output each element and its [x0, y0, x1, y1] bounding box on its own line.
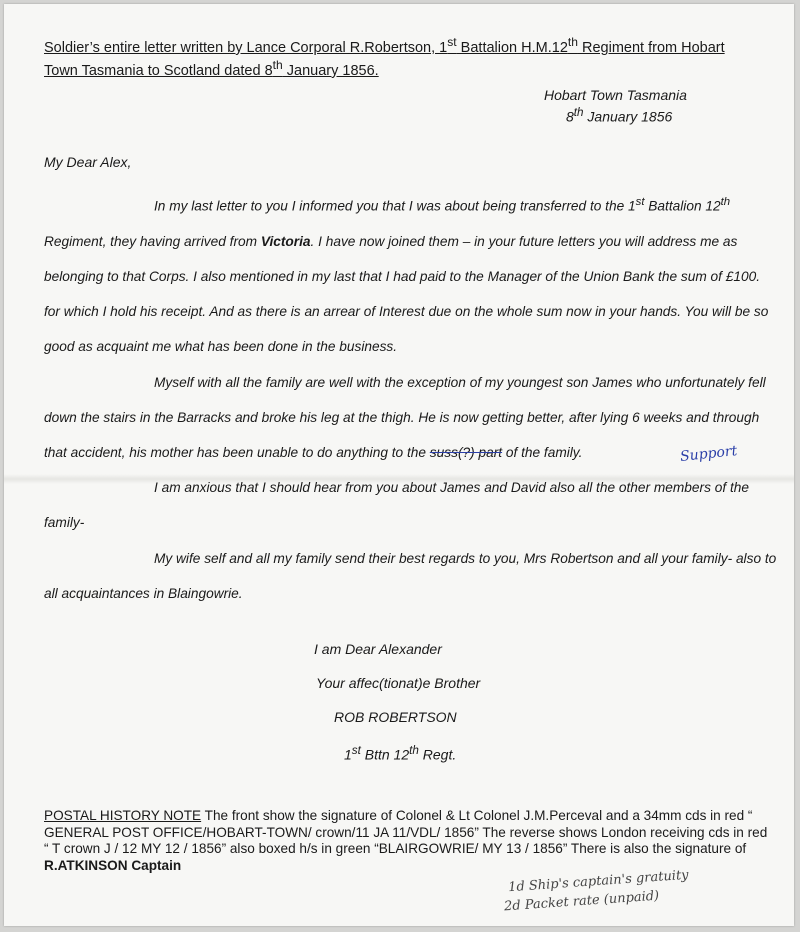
title-text: Town Tasmania to Scotland dated 8: [44, 62, 273, 79]
document-title: [44, 34, 774, 80]
sup: th: [720, 196, 731, 208]
letter-date: [544, 104, 724, 126]
salutation: My Dear Alex,: [44, 154, 132, 170]
pencil-note-line: 2d Packet rate (unpaid): [503, 888, 660, 915]
letter-place-date: [544, 86, 724, 126]
paragraph-2: [44, 365, 779, 471]
sup: st: [351, 744, 361, 757]
text: . I have now joined them – in your future letters you will address me as belonging to that Corps. I also mentioned in my last that I had paid to the Manager of the Union Bank the sum of £100. for which I hold his receipt. And as there is an arrear of Interest due on the whole sum now in your hands. You will be so good as acquaint me what has been done in the business.: [44, 233, 769, 355]
note-signature: R.ATKINSON Captain: [44, 857, 182, 873]
handwritten-correction: Support: [679, 443, 738, 465]
text: Regt.: [418, 746, 457, 763]
text: of the family.: [502, 444, 583, 460]
date-day: 8: [566, 108, 574, 125]
sup: st: [635, 196, 645, 208]
struck-text: suss(?) part: [429, 444, 503, 460]
date-rest: January 1856: [583, 108, 673, 125]
letter-body: [44, 185, 779, 611]
letter-place: Hobart Town Tasmania: [544, 87, 687, 103]
title-sup: th: [272, 57, 283, 72]
pencil-note-line: 1d Ship's captain's gratuity: [507, 867, 690, 896]
text: Battalion 12: [644, 198, 721, 214]
closing-regiment: [344, 734, 800, 772]
text: Regiment, they having arrived from: [44, 233, 261, 249]
paragraph-4: My wife self and all my family send their best regards to you, Mrs Robertson and all your family- also to all acquaintances in Blaingowrie.: [44, 550, 777, 601]
bold-text: Victoria: [260, 233, 311, 249]
letter-page: [4, 4, 794, 926]
sup: th: [409, 744, 419, 757]
text: Bttn 12: [360, 746, 410, 763]
title-text: January 1856.: [282, 62, 379, 79]
closing-line: Your affec(tionat)e Brother: [316, 675, 481, 691]
title-sup: st: [447, 35, 457, 49]
paragraph-1: [44, 185, 779, 365]
text: 1: [344, 746, 352, 763]
note-text: The front show the signature of Colonel & Lt Colonel J.M.Perceval and a 34mm cds in red “ GENERAL POST OFFICE/HOBART-TOWN/ crown/11 JA 11/VDL/ 1856” The reverse shows London receiving cds in red “ T crown J / 12 MY 12 / 1856” also boxed h/s in green “BLAIRGOWRIE/ MY 13 / 1856” There is also the signature of: [44, 808, 768, 856]
closing-line: I am Dear Alexander: [314, 641, 442, 657]
note-heading: POSTAL HISTORY NOTE: [44, 808, 202, 823]
paragraph-3: I am anxious that I should hear from you about James and David also all the other members of the family-: [44, 480, 749, 531]
text: In my last letter to you I informed you that I was about being transferred to the 1: [154, 198, 636, 214]
text: Myself with all the family are well with the exception of my youngest son James who unfortunately fell down the stairs in the Barracks and broke his leg at the thigh. He is now getting better, after lying 6 weeks and through that accident, his mother has been unable to do anything to the: [44, 374, 766, 460]
signature-name: ROB ROBERTSON: [334, 709, 457, 725]
letter-closing: [4, 632, 794, 772]
date-sup: th: [573, 106, 584, 119]
postal-history-note: [44, 808, 774, 874]
title-text: Regiment from Hobart: [577, 39, 725, 56]
title-text: Battalion H.M.12: [456, 39, 568, 56]
title-text: Soldier’s entire letter written by Lance Corporal R.Robertson, 1: [44, 39, 448, 56]
title-sup: th: [567, 35, 578, 49]
